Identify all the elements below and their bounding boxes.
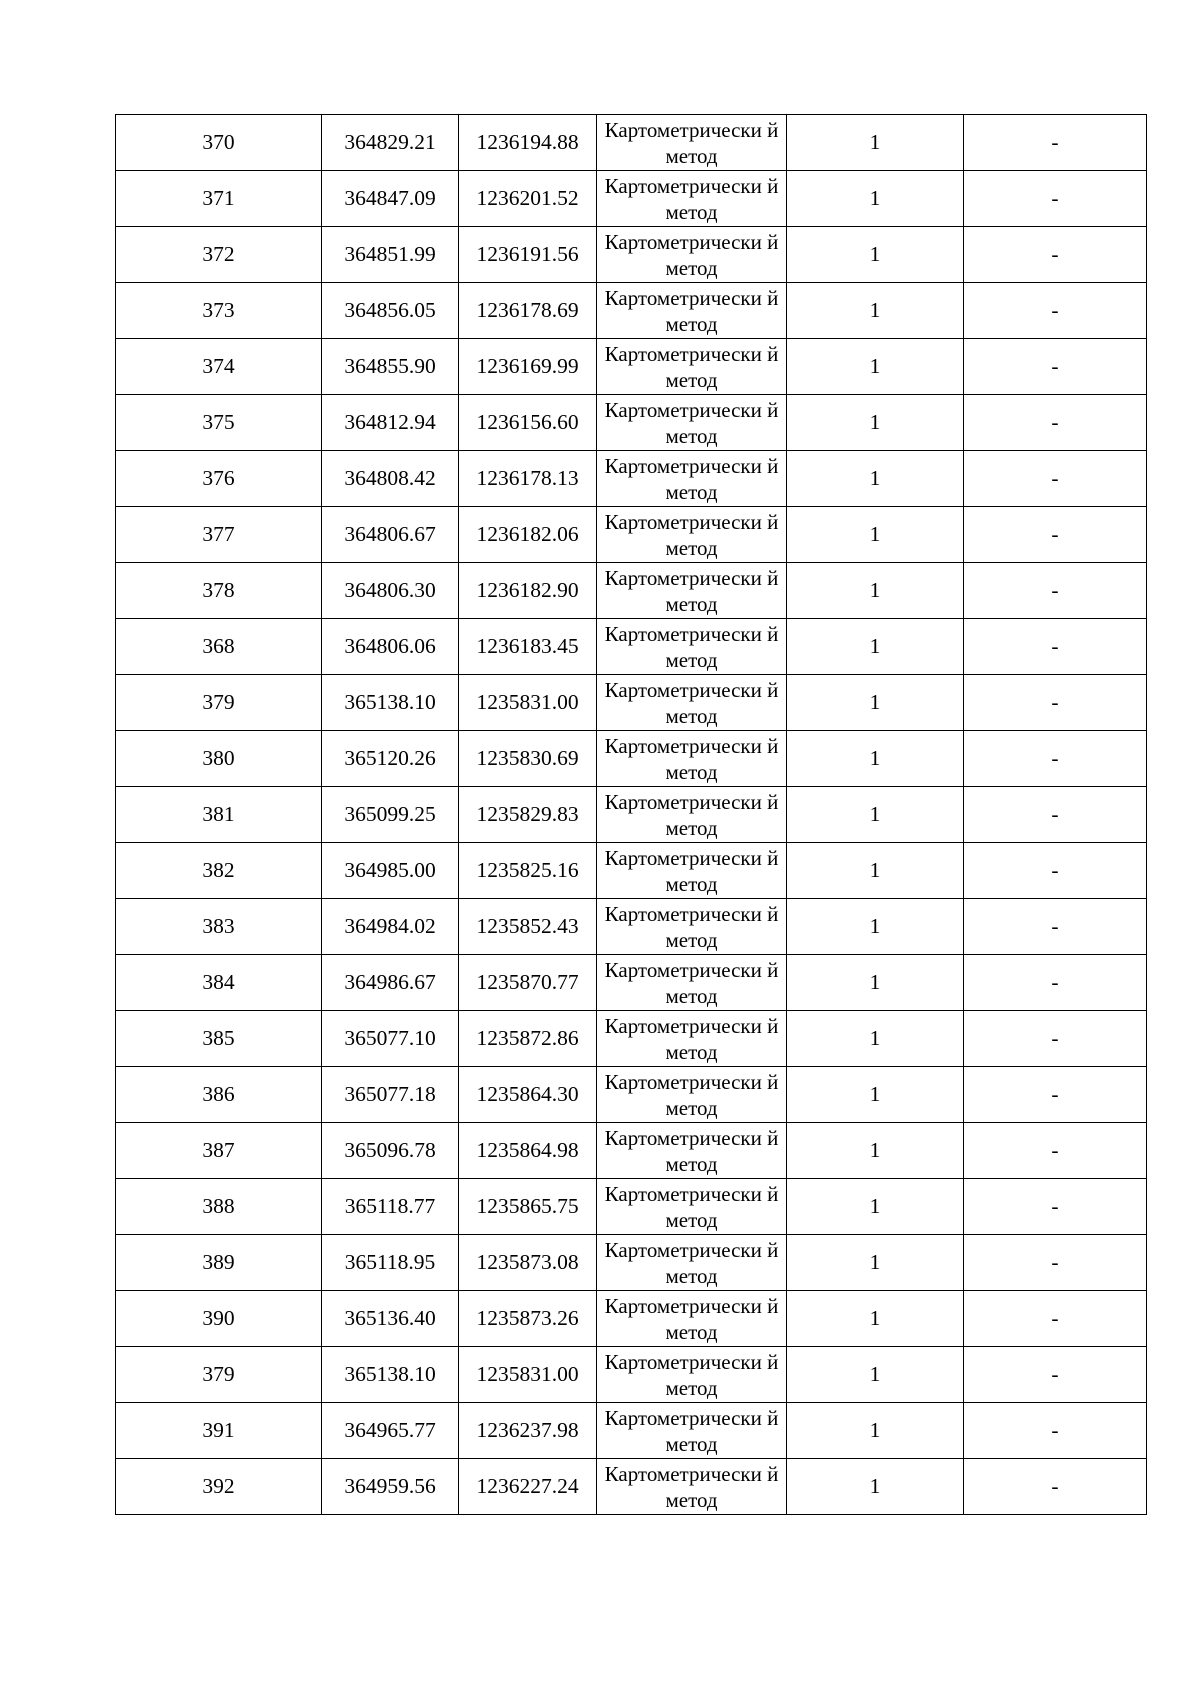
y-coordinate-cell: 1236182.06	[459, 507, 597, 563]
accuracy-cell: 1	[787, 619, 964, 675]
note-cell: -	[964, 283, 1147, 339]
table-row	[116, 507, 1147, 563]
point-number-cell: 379	[116, 675, 322, 731]
note-cell: -	[964, 563, 1147, 619]
y-coordinate-cell: 1236178.69	[459, 283, 597, 339]
note-cell: -	[964, 843, 1147, 899]
x-coordinate-cell: 365120.26	[322, 731, 459, 787]
x-coordinate-cell: 365096.78	[322, 1123, 459, 1179]
accuracy-cell: 1	[787, 675, 964, 731]
x-coordinate-cell: 365118.95	[322, 1235, 459, 1291]
point-number-cell: 385	[116, 1011, 322, 1067]
point-number-cell: 374	[116, 339, 322, 395]
x-coordinate-cell: 365099.25	[322, 787, 459, 843]
table-row	[116, 675, 1147, 731]
x-coordinate-cell: 365138.10	[322, 1347, 459, 1403]
method-cell: Картометрически й метод	[597, 1403, 787, 1459]
y-coordinate-cell: 1235873.26	[459, 1291, 597, 1347]
point-number-cell: 382	[116, 843, 322, 899]
point-number-cell: 389	[116, 1235, 322, 1291]
y-coordinate-cell: 1236156.60	[459, 395, 597, 451]
note-cell: -	[964, 339, 1147, 395]
table-row	[116, 1291, 1147, 1347]
accuracy-cell: 1	[787, 1459, 964, 1515]
note-cell: -	[964, 1403, 1147, 1459]
method-cell: Картометрически й метод	[597, 1459, 787, 1515]
accuracy-cell: 1	[787, 395, 964, 451]
table-row	[116, 731, 1147, 787]
point-number-cell: 387	[116, 1123, 322, 1179]
note-cell: -	[964, 1011, 1147, 1067]
point-number-cell: 380	[116, 731, 322, 787]
method-cell: Картометрически й метод	[597, 675, 787, 731]
accuracy-cell: 1	[787, 899, 964, 955]
note-cell: -	[964, 1235, 1147, 1291]
table-row	[116, 1347, 1147, 1403]
note-cell: -	[964, 1123, 1147, 1179]
y-coordinate-cell: 1235864.98	[459, 1123, 597, 1179]
x-coordinate-cell: 364829.21	[322, 115, 459, 171]
accuracy-cell: 1	[787, 339, 964, 395]
x-coordinate-cell: 364985.00	[322, 843, 459, 899]
method-cell: Картометрически й метод	[597, 899, 787, 955]
method-cell: Картометрически й метод	[597, 955, 787, 1011]
table-row	[116, 619, 1147, 675]
y-coordinate-cell: 1235870.77	[459, 955, 597, 1011]
table-row	[116, 563, 1147, 619]
x-coordinate-cell: 364812.94	[322, 395, 459, 451]
y-coordinate-cell: 1236191.56	[459, 227, 597, 283]
x-coordinate-cell: 364959.56	[322, 1459, 459, 1515]
method-cell: Картометрически й метод	[597, 507, 787, 563]
table-row	[116, 283, 1147, 339]
y-coordinate-cell: 1235825.16	[459, 843, 597, 899]
x-coordinate-cell: 364986.67	[322, 955, 459, 1011]
y-coordinate-cell: 1236169.99	[459, 339, 597, 395]
note-cell: -	[964, 675, 1147, 731]
accuracy-cell: 1	[787, 1347, 964, 1403]
table-row	[116, 115, 1147, 171]
y-coordinate-cell: 1235873.08	[459, 1235, 597, 1291]
x-coordinate-cell: 365136.40	[322, 1291, 459, 1347]
point-number-cell: 391	[116, 1403, 322, 1459]
point-number-cell: 381	[116, 787, 322, 843]
y-coordinate-cell: 1236182.90	[459, 563, 597, 619]
method-cell: Картометрически й метод	[597, 1011, 787, 1067]
point-number-cell: 390	[116, 1291, 322, 1347]
accuracy-cell: 1	[787, 1067, 964, 1123]
y-coordinate-cell: 1236194.88	[459, 115, 597, 171]
point-number-cell: 388	[116, 1179, 322, 1235]
method-cell: Картометрически й метод	[597, 563, 787, 619]
note-cell: -	[964, 1291, 1147, 1347]
accuracy-cell: 1	[787, 171, 964, 227]
y-coordinate-cell: 1236183.45	[459, 619, 597, 675]
x-coordinate-cell: 364806.67	[322, 507, 459, 563]
table-row	[116, 1179, 1147, 1235]
x-coordinate-cell: 365118.77	[322, 1179, 459, 1235]
table-row	[116, 1123, 1147, 1179]
x-coordinate-cell: 364965.77	[322, 1403, 459, 1459]
point-number-cell: 370	[116, 115, 322, 171]
x-coordinate-cell: 364984.02	[322, 899, 459, 955]
table-row	[116, 955, 1147, 1011]
y-coordinate-cell: 1236178.13	[459, 451, 597, 507]
x-coordinate-cell: 364847.09	[322, 171, 459, 227]
point-number-cell: 392	[116, 1459, 322, 1515]
x-coordinate-cell: 365077.10	[322, 1011, 459, 1067]
method-cell: Картометрически й метод	[597, 171, 787, 227]
y-coordinate-cell: 1235829.83	[459, 787, 597, 843]
point-number-cell: 386	[116, 1067, 322, 1123]
table-row	[116, 171, 1147, 227]
point-number-cell: 383	[116, 899, 322, 955]
note-cell: -	[964, 955, 1147, 1011]
x-coordinate-cell: 365077.18	[322, 1067, 459, 1123]
method-cell: Картометрически й метод	[597, 731, 787, 787]
point-number-cell: 384	[116, 955, 322, 1011]
accuracy-cell: 1	[787, 1179, 964, 1235]
y-coordinate-cell: 1235852.43	[459, 899, 597, 955]
y-coordinate-cell: 1235831.00	[459, 1347, 597, 1403]
table-row	[116, 1011, 1147, 1067]
accuracy-cell: 1	[787, 1291, 964, 1347]
method-cell: Картометрически й метод	[597, 451, 787, 507]
note-cell: -	[964, 451, 1147, 507]
method-cell: Картометрически й метод	[597, 1179, 787, 1235]
x-coordinate-cell: 364851.99	[322, 227, 459, 283]
point-number-cell: 378	[116, 563, 322, 619]
note-cell: -	[964, 787, 1147, 843]
method-cell: Картометрически й метод	[597, 115, 787, 171]
coordinates-table-body	[116, 115, 1147, 1515]
point-number-cell: 372	[116, 227, 322, 283]
point-number-cell: 368	[116, 619, 322, 675]
note-cell: -	[964, 227, 1147, 283]
note-cell: -	[964, 619, 1147, 675]
method-cell: Картометрически й метод	[597, 619, 787, 675]
accuracy-cell: 1	[787, 283, 964, 339]
table-row	[116, 1067, 1147, 1123]
point-number-cell: 371	[116, 171, 322, 227]
x-coordinate-cell: 364808.42	[322, 451, 459, 507]
point-number-cell: 376	[116, 451, 322, 507]
note-cell: -	[964, 899, 1147, 955]
note-cell: -	[964, 115, 1147, 171]
accuracy-cell: 1	[787, 1123, 964, 1179]
x-coordinate-cell: 364806.30	[322, 563, 459, 619]
point-number-cell: 375	[116, 395, 322, 451]
x-coordinate-cell: 364806.06	[322, 619, 459, 675]
note-cell: -	[964, 171, 1147, 227]
accuracy-cell: 1	[787, 507, 964, 563]
table-row	[116, 451, 1147, 507]
point-number-cell: 373	[116, 283, 322, 339]
y-coordinate-cell: 1235831.00	[459, 675, 597, 731]
x-coordinate-cell: 365138.10	[322, 675, 459, 731]
method-cell: Картометрически й метод	[597, 283, 787, 339]
note-cell: -	[964, 395, 1147, 451]
note-cell: -	[964, 507, 1147, 563]
y-coordinate-cell: 1235872.86	[459, 1011, 597, 1067]
coordinates-table	[115, 114, 1147, 1515]
method-cell: Картометрически й метод	[597, 1291, 787, 1347]
y-coordinate-cell: 1235830.69	[459, 731, 597, 787]
y-coordinate-cell: 1236201.52	[459, 171, 597, 227]
accuracy-cell: 1	[787, 787, 964, 843]
accuracy-cell: 1	[787, 731, 964, 787]
note-cell: -	[964, 1459, 1147, 1515]
accuracy-cell: 1	[787, 1011, 964, 1067]
accuracy-cell: 1	[787, 843, 964, 899]
method-cell: Картометрически й метод	[597, 227, 787, 283]
accuracy-cell: 1	[787, 115, 964, 171]
accuracy-cell: 1	[787, 563, 964, 619]
table-row	[116, 339, 1147, 395]
method-cell: Картометрически й метод	[597, 339, 787, 395]
note-cell: -	[964, 1347, 1147, 1403]
y-coordinate-cell: 1235865.75	[459, 1179, 597, 1235]
method-cell: Картометрически й метод	[597, 1123, 787, 1179]
method-cell: Картометрически й метод	[597, 1347, 787, 1403]
accuracy-cell: 1	[787, 227, 964, 283]
table-row	[116, 899, 1147, 955]
accuracy-cell: 1	[787, 1235, 964, 1291]
method-cell: Картометрически й метод	[597, 787, 787, 843]
accuracy-cell: 1	[787, 1403, 964, 1459]
y-coordinate-cell: 1236237.98	[459, 1403, 597, 1459]
method-cell: Картометрически й метод	[597, 1067, 787, 1123]
table-row	[116, 843, 1147, 899]
y-coordinate-cell: 1235864.30	[459, 1067, 597, 1123]
table-row	[116, 1403, 1147, 1459]
point-number-cell: 379	[116, 1347, 322, 1403]
note-cell: -	[964, 731, 1147, 787]
method-cell: Картометрически й метод	[597, 843, 787, 899]
table-row	[116, 1235, 1147, 1291]
x-coordinate-cell: 364855.90	[322, 339, 459, 395]
table-row	[116, 227, 1147, 283]
method-cell: Картометрически й метод	[597, 395, 787, 451]
note-cell: -	[964, 1179, 1147, 1235]
table-row	[116, 787, 1147, 843]
accuracy-cell: 1	[787, 451, 964, 507]
accuracy-cell: 1	[787, 955, 964, 1011]
table-row	[116, 395, 1147, 451]
note-cell: -	[964, 1067, 1147, 1123]
method-cell: Картометрически й метод	[597, 1235, 787, 1291]
table-row	[116, 1459, 1147, 1515]
point-number-cell: 377	[116, 507, 322, 563]
y-coordinate-cell: 1236227.24	[459, 1459, 597, 1515]
x-coordinate-cell: 364856.05	[322, 283, 459, 339]
